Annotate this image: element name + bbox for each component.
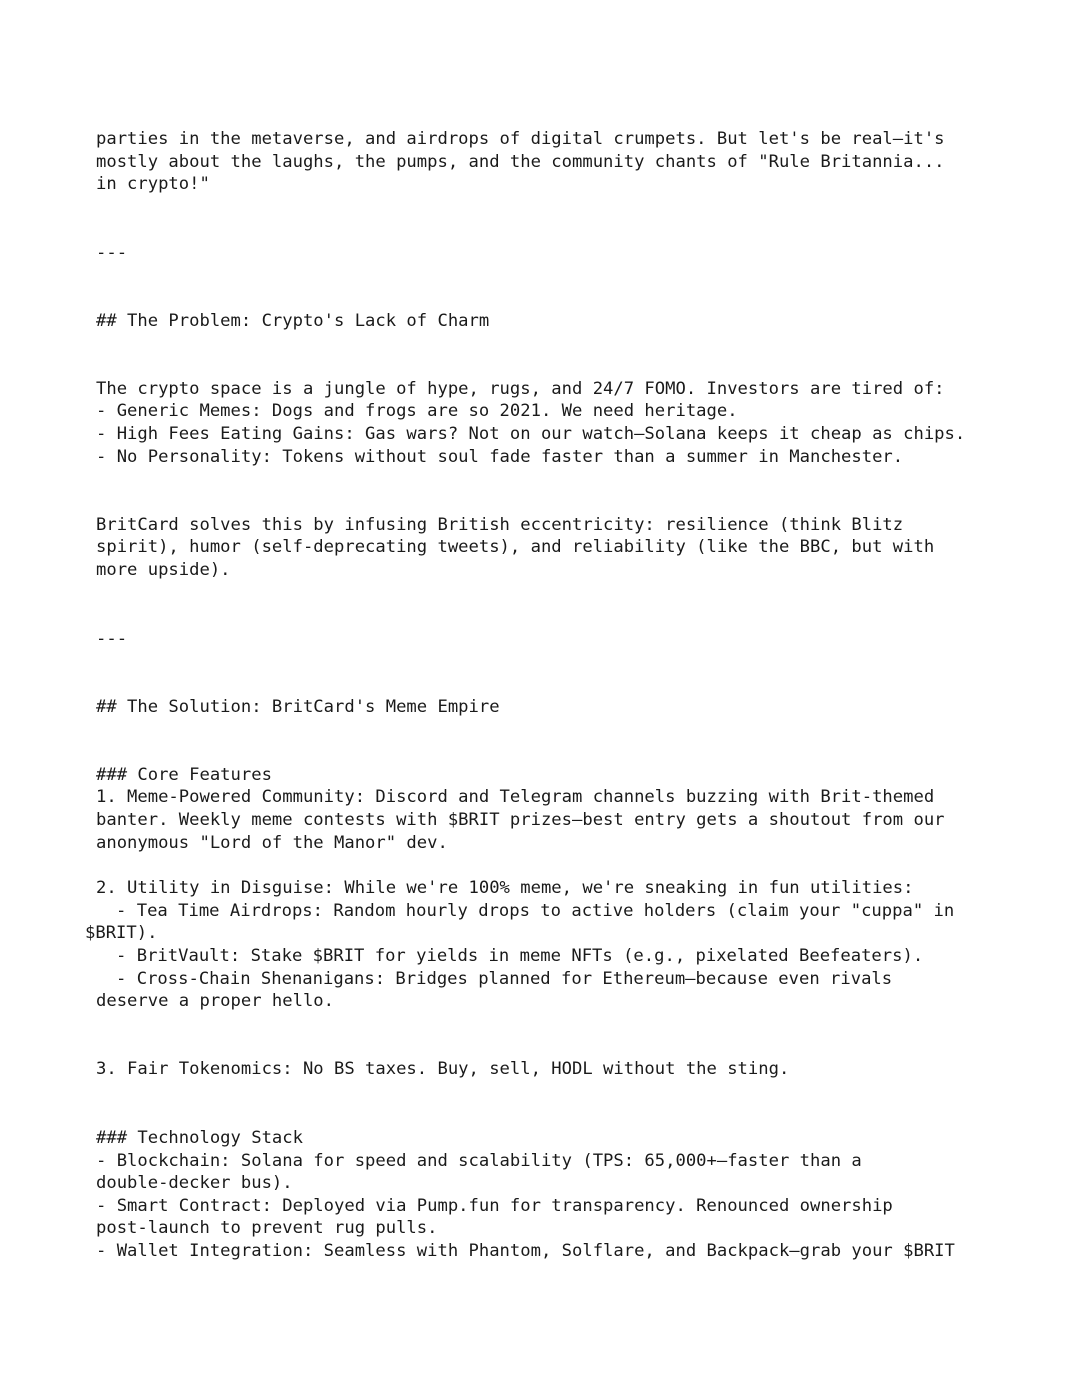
solve-paragraph-line: BritCard solves this by infusing British eccentricity: resilience (think Blitz (96, 515, 904, 535)
problem-heading: ## The Problem: Crypto's Lack of Charm (96, 311, 490, 331)
section-divider: --- (96, 243, 128, 263)
feature-line: 3. Fair Tokenomics: No BS taxes. Buy, sell, HODL without the sting. (96, 1059, 790, 1079)
feature-subitem-line: - BritVault: Stake $BRIT for yields in meme NFTs (e.g., pixelated Beefeaters). (85, 946, 924, 966)
problem-item: - Generic Memes: Dogs and frogs are so 2021. We need heritage. (96, 401, 738, 421)
tech-stack-heading: ### Technology Stack (96, 1128, 303, 1148)
intro-line: mostly about the laughs, the pumps, and the community chants of "Rule Britannia... (96, 152, 945, 172)
tech-item-line: post-launch to prevent rug pulls. (96, 1218, 438, 1238)
problem-lead: The crypto space is a jungle of hype, rugs, and 24/7 FOMO. Investors are tired of: (96, 379, 945, 399)
problem-item: - No Personality: Tokens without soul fade faster than a summer in Manchester. (96, 447, 904, 467)
feature-subitem-line: - Tea Time Airdrops: Random hourly drops to active holders (claim your "cuppa" in (85, 901, 955, 921)
feature-line: 2. Utility in Disguise: While we're 100% meme, we're sneaking in fun utilities: (96, 878, 914, 898)
tech-item-line: double-decker bus). (96, 1173, 293, 1193)
intro-line: in crypto!" (96, 174, 210, 194)
intro-line: parties in the metaverse, and airdrops of digital crumpets. But let's be real—it's (96, 129, 945, 149)
solve-paragraph-line: more upside). (96, 560, 231, 580)
feature-line: anonymous "Lord of the Manor" dev. (96, 833, 448, 853)
tech-item-line: - Wallet Integration: Seamless with Phantom, Solflare, and Backpack—grab your $BRIT (96, 1241, 955, 1261)
core-features-heading: ### Core Features (96, 765, 272, 785)
feature-subitem-line: deserve a proper hello. (96, 991, 334, 1011)
solve-paragraph-line: spirit), humor (self-deprecating tweets), and reliability (like the BBC, but with (96, 537, 935, 557)
tech-item-line: - Smart Contract: Deployed via Pump.fun for transparency. Renounced ownership (96, 1196, 893, 1216)
solution-heading: ## The Solution: BritCard's Meme Empire (96, 697, 500, 717)
section-divider: --- (96, 629, 128, 649)
problem-item: - High Fees Eating Gains: Gas wars? Not on our watch—Solana keeps it cheap as chips. (96, 424, 966, 444)
feature-line: 1. Meme-Powered Community: Discord and Telegram channels buzzing with Brit-themed (96, 787, 935, 807)
feature-subitem-line: $BRIT). (85, 923, 158, 943)
feature-subitem-line: - Cross-Chain Shenanigans: Bridges planned for Ethereum—because even rivals (85, 969, 893, 989)
tech-item-line: - Blockchain: Solana for speed and scalability (TPS: 65,000+—faster than a (96, 1151, 862, 1171)
feature-line: banter. Weekly meme contests with $BRIT prizes—best entry gets a shoutout from our (96, 810, 945, 830)
